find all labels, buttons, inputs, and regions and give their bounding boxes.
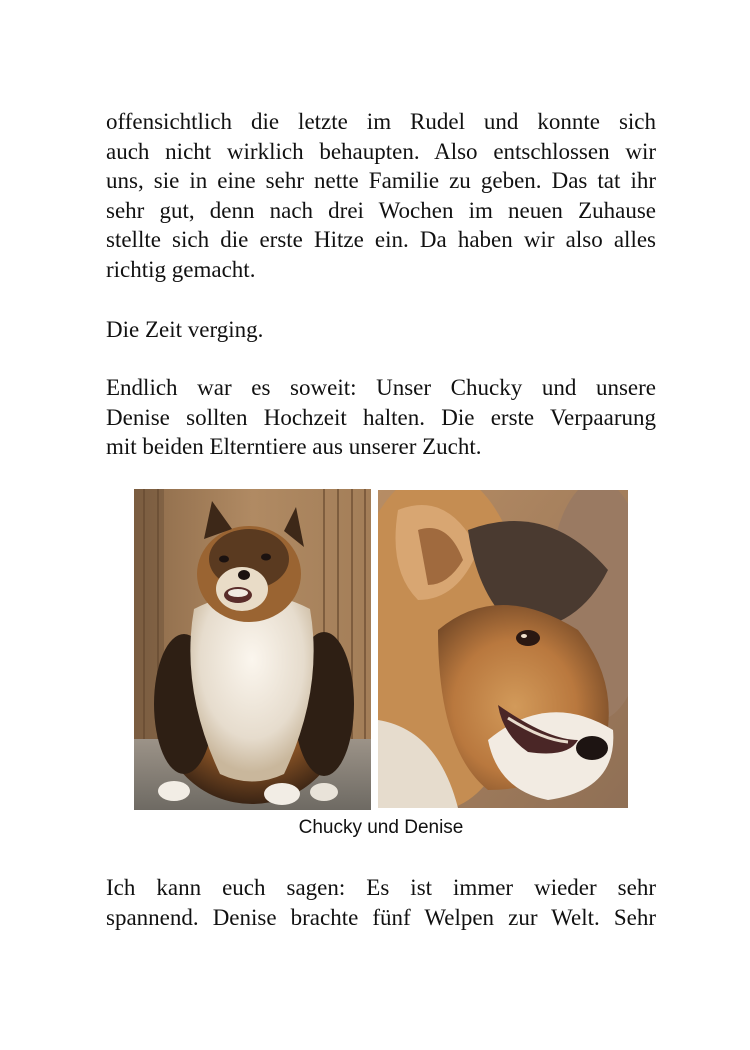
text-line: Endlich war es soweit: Unser Chucky und unsere xyxy=(106,375,656,400)
photo-chucky xyxy=(134,489,371,810)
text-line: stellte sich die erste Hitze ein. Da haben wir also alles xyxy=(106,227,656,253)
text-line: auch nicht wirklich behaupten. Also entschlossen wir xyxy=(106,138,656,164)
text-line: Denise sollten Hochzeit halten. Die erste Verpaarung xyxy=(106,404,656,430)
photo-denise xyxy=(378,490,628,808)
paragraph-birth xyxy=(106,873,656,932)
text-line: Die Zeit verging. xyxy=(106,317,264,342)
text-line: mit beiden Elterntiere aus unserer Zucht. xyxy=(106,434,482,460)
text-line: offensichtlich die letzte im Rudel und konnte sich xyxy=(106,109,656,134)
text-line: Ich kann euch sagen: Es ist immer wieder sehr xyxy=(106,875,656,900)
paragraph-intro xyxy=(106,107,656,285)
paragraph-wedding xyxy=(106,373,656,462)
text-line: spannend. Denise brachte fünf Welpen zur Welt. Sehr xyxy=(106,904,656,930)
text-line: richtig gemacht. xyxy=(106,256,256,282)
text-line: uns, sie in eine sehr nette Familie zu geben. Das tat ihr xyxy=(106,168,656,194)
paragraph-time-passed xyxy=(106,315,656,345)
chucky-dog-image xyxy=(134,489,371,810)
text-line: sehr gut, denn nach drei Wochen im neuen Zuhause xyxy=(106,197,656,223)
figure-caption: Chucky und Denise xyxy=(298,817,464,838)
denise-dog-image xyxy=(378,490,628,808)
